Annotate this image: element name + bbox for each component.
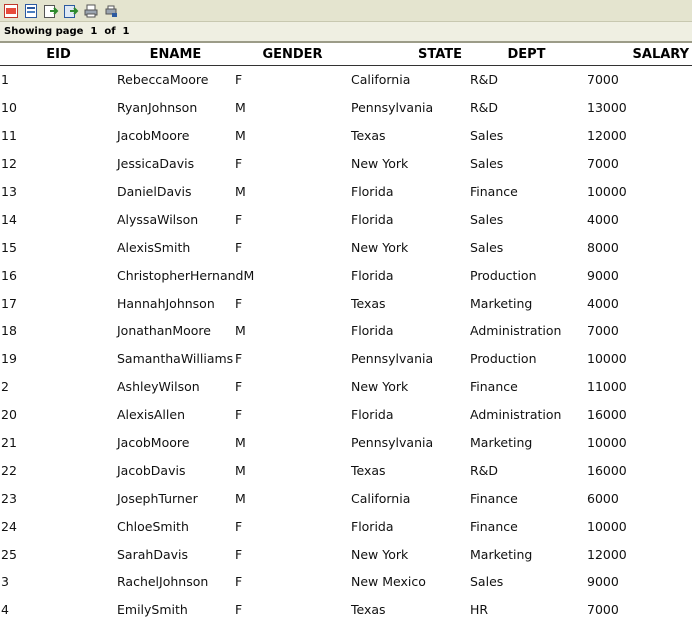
cell-ename: JosephTurner	[117, 490, 198, 506]
table-row	[0, 373, 692, 401]
cell-gender: F	[235, 518, 243, 534]
cell-state: Texas	[351, 462, 386, 478]
cell-dept: Marketing	[470, 546, 533, 562]
cell-ename: HannahJohnson	[117, 295, 215, 311]
cell-state: Florida	[351, 518, 394, 534]
cell-ename: RachelJohnson	[117, 574, 209, 590]
cell-salary: 9000	[587, 574, 619, 590]
cell-dept: R&D	[470, 100, 499, 116]
page-status-text: Showing page 1 of 1	[4, 26, 130, 37]
cell-state: Pennsylvania	[351, 100, 434, 116]
cell-state: Texas	[351, 295, 386, 311]
cell-ename: ChloeSmith	[117, 518, 189, 534]
cell-dept: Finance	[470, 518, 518, 534]
cell-gender: M	[235, 435, 246, 451]
toc-icon[interactable]	[4, 4, 18, 18]
cell-ename: ChristopherHernandM	[117, 267, 255, 283]
cell-gender: F	[235, 351, 243, 367]
cell-gender: M	[235, 323, 246, 339]
cell-eid: 2	[1, 379, 9, 395]
cell-salary: 10000	[587, 351, 627, 367]
cell-dept: Sales	[470, 156, 504, 172]
employee-table	[0, 43, 692, 624]
table-row	[0, 178, 692, 206]
cell-ename: AshleyWilson	[117, 379, 200, 395]
table-row	[0, 596, 692, 624]
export-icon[interactable]	[44, 4, 58, 18]
cell-dept: Marketing	[470, 295, 533, 311]
table-row	[0, 540, 692, 568]
cell-eid: 16	[1, 267, 17, 283]
cell-eid: 24	[1, 518, 17, 534]
cell-dept: Sales	[470, 239, 504, 255]
cell-ename: JonathanMoore	[117, 323, 211, 339]
table-row	[0, 233, 692, 261]
table-row	[0, 456, 692, 484]
cell-dept: R&D	[470, 462, 499, 478]
cell-eid: 3	[1, 574, 9, 590]
cell-state: Florida	[351, 267, 394, 283]
table-row	[0, 512, 692, 540]
pdf-export-icon[interactable]	[24, 4, 38, 18]
cell-state: New York	[351, 379, 409, 395]
cell-salary: 10000	[587, 435, 627, 451]
cell-eid: 23	[1, 490, 17, 506]
cell-gender: M	[235, 462, 246, 478]
cell-dept: Administration	[470, 323, 562, 339]
cell-eid: 10	[1, 100, 17, 116]
cell-ename: AlexisAllen	[117, 407, 185, 423]
cell-dept: Production	[470, 351, 537, 367]
cell-eid: 11	[1, 128, 17, 144]
cell-dept: Marketing	[470, 435, 533, 451]
cell-salary: 9000	[587, 267, 619, 283]
cell-eid: 13	[1, 184, 17, 199]
cell-gender: F	[235, 211, 243, 227]
cell-ename: RyanJohnson	[117, 100, 198, 116]
cell-eid: 25	[1, 546, 17, 562]
table-row	[0, 122, 692, 150]
cell-eid: 20	[1, 407, 17, 423]
cell-dept: Finance	[470, 184, 518, 199]
cell-state: New York	[351, 156, 409, 172]
report-toolbar	[0, 0, 692, 22]
cell-ename: JessicaDavis	[117, 156, 195, 172]
cell-salary: 7000	[587, 323, 619, 339]
cell-dept: Sales	[470, 211, 504, 227]
cell-state: Pennsylvania	[351, 435, 434, 451]
cell-gender: F	[235, 156, 243, 172]
cell-ename: JacobDavis	[117, 462, 186, 478]
cell-gender: M	[235, 128, 246, 144]
cell-salary: 7000	[587, 602, 619, 618]
cell-state: New Mexico	[351, 574, 426, 590]
cell-dept: Sales	[470, 128, 504, 144]
cell-gender: F	[235, 602, 243, 618]
cell-dept: Administration	[470, 407, 562, 423]
cell-salary: 10000	[587, 518, 627, 534]
cell-gender: M	[235, 184, 246, 199]
cell-dept: Sales	[470, 574, 504, 590]
cell-salary: 12000	[587, 128, 627, 144]
print-options-icon[interactable]	[104, 4, 118, 18]
cell-ename: EmilySmith	[117, 602, 188, 618]
cell-salary: 6000	[587, 490, 619, 506]
cell-eid: 4	[1, 602, 9, 618]
table-row	[0, 261, 692, 289]
cell-ename: RebeccaMoore	[117, 72, 209, 88]
cell-ename: AlyssaWilson	[117, 211, 199, 227]
column-header-salary: SALARY	[585, 43, 692, 66]
cell-dept: HR	[470, 602, 489, 618]
cell-salary: 7000	[587, 156, 619, 172]
cell-ename: JacobMoore	[117, 128, 190, 144]
column-header-state: STATE	[351, 43, 468, 66]
cell-ename: SarahDavis	[117, 546, 188, 562]
cell-salary: 16000	[587, 407, 627, 423]
cell-state: Texas	[351, 602, 386, 618]
cell-dept: Finance	[470, 379, 518, 395]
cell-salary: 8000	[587, 239, 619, 255]
cell-gender: F	[235, 295, 243, 311]
cell-salary: 7000	[587, 72, 619, 88]
table-row	[0, 150, 692, 178]
cell-dept: R&D	[470, 72, 499, 88]
cell-state: Florida	[351, 184, 394, 199]
cell-dept: Production	[470, 267, 537, 283]
cell-salary: 13000	[587, 100, 627, 116]
table-row	[0, 66, 692, 94]
cell-gender: M	[235, 490, 246, 506]
cell-eid: 15	[1, 239, 17, 255]
cell-eid: 19	[1, 351, 17, 367]
cell-state: California	[351, 490, 411, 506]
cell-salary: 16000	[587, 462, 627, 478]
cell-gender: F	[235, 546, 243, 562]
table-row	[0, 205, 692, 233]
cell-ename: AlexisSmith	[117, 239, 191, 255]
export-data-icon[interactable]	[64, 4, 78, 18]
table-row	[0, 568, 692, 596]
cell-gender: F	[235, 407, 243, 423]
table-row	[0, 484, 692, 512]
cell-state: New York	[351, 239, 409, 255]
cell-state: Texas	[351, 128, 386, 144]
table-row	[0, 401, 692, 429]
cell-eid: 21	[1, 435, 17, 451]
cell-eid: 12	[1, 156, 17, 172]
cell-ename: JacobMoore	[117, 435, 190, 451]
cell-state: Florida	[351, 323, 394, 339]
cell-eid: 14	[1, 211, 17, 227]
table-row	[0, 94, 692, 122]
cell-eid: 18	[1, 323, 17, 339]
cell-state: Pennsylvania	[351, 351, 434, 367]
column-header-dept: DEPT	[468, 43, 585, 66]
cell-gender: M	[235, 100, 246, 116]
cell-gender: F	[235, 239, 243, 255]
cell-salary: 11000	[587, 379, 627, 395]
table-row	[0, 289, 692, 317]
cell-eid: 22	[1, 462, 17, 478]
cell-gender: F	[235, 574, 243, 590]
cell-state: Florida	[351, 407, 394, 423]
page-status	[0, 22, 692, 43]
cell-gender: F	[235, 379, 243, 395]
table-row	[0, 429, 692, 457]
cell-state: California	[351, 72, 411, 88]
cell-salary: 12000	[587, 546, 627, 562]
column-header-eid: EID	[0, 43, 117, 66]
cell-eid: 1	[1, 72, 9, 88]
cell-gender: F	[235, 72, 243, 88]
cell-ename: DanielDavis	[117, 184, 192, 199]
column-header-ename: ENAME	[117, 43, 234, 66]
print-icon[interactable]	[84, 4, 98, 18]
cell-dept: Finance	[470, 490, 518, 506]
cell-salary: 4000	[587, 211, 619, 227]
cell-salary: 10000	[587, 184, 627, 199]
cell-salary: 4000	[587, 295, 619, 311]
cell-eid: 17	[1, 295, 17, 311]
cell-state: New York	[351, 546, 409, 562]
table-header-row	[0, 43, 692, 66]
column-header-gender: GENDER	[234, 43, 351, 66]
table-row	[0, 317, 692, 345]
table-row	[0, 345, 692, 373]
cell-state: Florida	[351, 211, 394, 227]
cell-ename: SamanthaWilliams	[117, 351, 234, 367]
